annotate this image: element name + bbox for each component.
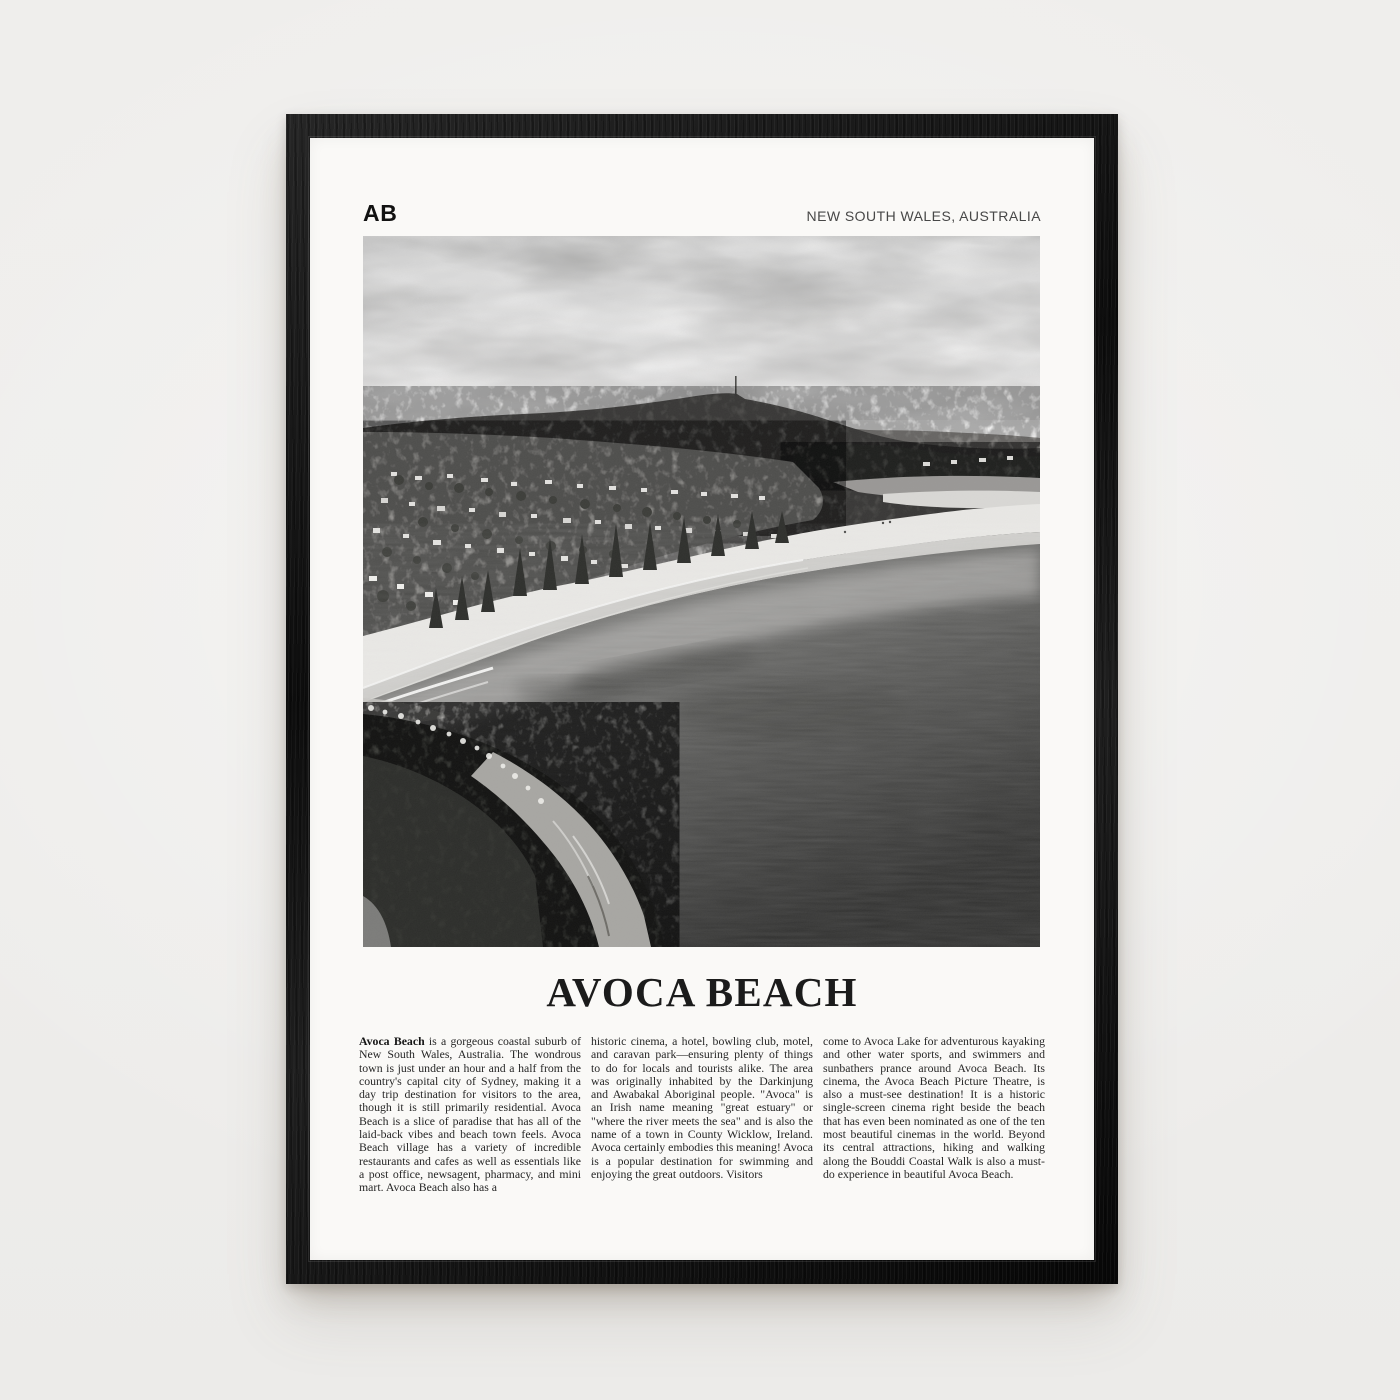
beach-photo-illustration	[363, 236, 1040, 947]
poster-monogram: AB	[363, 200, 398, 226]
article-lead: Avoca Beach	[359, 1034, 425, 1048]
article-column-3: come to Avoca Lake for adventurous kayaking and other water sports, and swimmers and sunbathers prance around Avoca Beach. Its cinema, the Avoca Beach Picture Theatre, is also a must-see destination! It is a historic single-screen cinema right beside the beach that has even been nominated as one of the ten most beautiful cinemas in the world. Beyond its central attractions, hiking and walking along the Bouddi Coastal Walk is also a must-do experience in beautiful Avoca Beach.	[823, 1034, 1045, 1181]
picture-frame	[286, 114, 1118, 1284]
poster-title: AVOCA BEACH	[546, 969, 858, 1015]
article	[359, 1035, 1045, 1195]
beach-photo	[363, 236, 1040, 947]
article-column-1: Avoca Beach is a gorgeous coastal suburb of New South Wales, Australia. The wondrous town is just under an hour and a half from the country's capital city of Sydney, making it a day trip destination for visitors to the area, though it is still primarily residential. Avoca Beach is a slice of paradise that has all of the laid-back vibes and beach town feels. Avoca Beach village has a variety of incredible restaurants and cafes as well as essentials like a post office, newsagent, pharmacy, and mini mart. Avoca Beach also has a	[359, 1034, 582, 1195]
poster-location: NEW SOUTH WALES, AUSTRALIA	[806, 208, 1041, 224]
article-column-2: historic cinema, a hotel, bowling club, motel, and caravan park—ensuring plenty of things to do for locals and tourists alike. The area was originally inhabited by the Darkinjung and Awabakal Aboriginal people. "Avoca" is an Irish name meaning "great estuary" or "where the river meets the sea" and is also the name of a town in County Wicklow, Ireland. Avoca certainly embodies this meaning! Avoca is a popular destination for swimming and enjoying the great outdoors. Visitors	[591, 1034, 813, 1181]
poster	[310, 138, 1094, 1260]
